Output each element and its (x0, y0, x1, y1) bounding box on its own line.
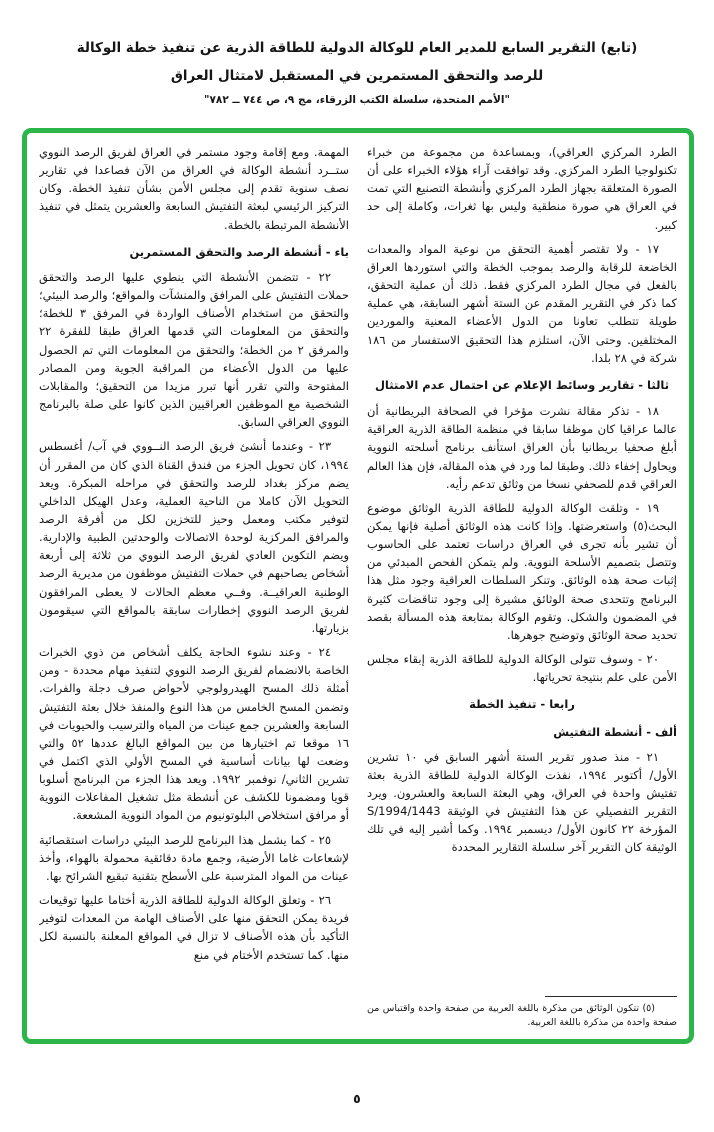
section-heading-fourth: رابعا - تنفيذ الخطة (469, 697, 575, 712)
column-right (367, 143, 677, 1031)
document-header (30, 38, 684, 106)
footnote-marker: (٥) (642, 1002, 655, 1014)
page-number: ٥ (353, 1091, 361, 1106)
column-left (39, 143, 349, 1031)
paragraph-24: ٢٤ - وعند نشوء الحاجة يكلف أشخاص من ذوي الخبرات الخاصة بالانضمام لفريق الرصد النووي لتنفيذ مهام محددة - ومن أمثلة ذلك المسح الهيدرولوجي لأحواض صرف دجلة والفرات. وتضمن المسح الخامس من هذا النوع والمنفذ خلال بعثة التفتيش السابعة والعشرين جمع عينات من المياه والترسيب والحيويات في ١٦ موقعا تم اختيارها من بين المواقع البالغ عددها ٥٢ والتي وضعت لها بيانات أساسية في المسح الأولي الذي اكتمل في تشرين الثاني/ نوفمبر ١٩٩٢. ويعد هذا الجزء من البرنامج أسلوبا قويا ومضمونا للكشف عن أنشطة مثل تشغيل المفاعلات النووية أو مرافق استخلاص البلوتونيوم من المواد النووية المشععة. (39, 645, 349, 823)
paragraph-continuation: الطرد المركزي العراقي)، وبمساعدة من مجموعة من خبراء تكنولوجيا الطرد المركزي. وقد توافقت آراء هؤلاء الخبراء على أن الصورة المتعلقة بجهاز الطرد المركزي وأنشطة التصنيع التي تمت في العراق هي صورة منطقية وليس بها ثغرات، وكاملة إلى حد كبير. (367, 145, 677, 232)
subsection-heading-alif: ألف - أنشطة التفتيش (553, 724, 677, 739)
two-column-layout (39, 143, 677, 1031)
subsection-heading-ba: باء - أنشطة الرصد والتحقق المستمرين (129, 244, 349, 259)
document-title-line2: للرصد والتحقق المستمرين في المستقبل لامتثال العراق (170, 67, 544, 84)
paragraph-23: ٢٣ - وعندما أنشئ فريق الرصد النــووي في آب/ أغسطس ١٩٩٤، كان تحويل الجزء من فندق القناة الذي كان من المقرر أن يضم مركز بغداد للرصد والتحقق في مراحله المبكرة. ويعد التحويل الآن كاملا من الناحية العملية، وعدل الهيكل الداخلي لتوفير مكتب ومعمل وحيز للتخزين لكل من أفرقة الرصد والمرافق المركزية لوحدة الاتصالات والوحدتين الطبية والإدارية. ويضم التكوين العادي لفريق الرصد النووي من ثلاثة إلى أربعة أشخاص يصاحبهم في حملات التفتيش موظفون من مديرية الرصد الوطنية العراقيــة. وفــي معظم الحالات لا يعطى المرافقون لفريق الرصد النووي إخطارات سابقة بالمواقع التي سيقومون بزيارتها. (39, 439, 349, 635)
section-heading-third: ثالثا - تقارير وسائط الإعلام عن احتمال عدم الامتثال (374, 377, 670, 392)
paragraph-22: ٢٢ - تتضمن الأنشطة التي ينطوي عليها الرصد والتحقق حملات التفتيش على المرافق والمنشآت والمواقع؛ والرصد البيئي؛ والتحقق من استخدام الأصناف الواردة في المرفق ٣ للخطة؛ والتحقق من المعلومات التي قدمها العراق طبقا للفقرة ٢٢ والمرفق ٢ من الخطة؛ والتحقق من المعلومات التي تم الحصول عليها من الدول الأعضاء من المراقبة الجوية ومن المصادر المفتوحة والتي تقرر أنها تبرر مزيدا من التحقيق؛ والمقابلات الشخصية مع الموظفين العراقيين الذين كانوا على صلة بالبرنامج النووي العراقي السابق. (39, 269, 349, 430)
footnote-text (367, 1002, 677, 1031)
footnote (367, 990, 677, 1031)
paragraph-25: ٢٥ - كما يشمل هذا البرنامج للرصد البيئي دراسات استقصائية لإشعاعات غاما الأرضية، وجمع مادة دقائقية محمولة بالهواء، وأخذ عينات من المواد المترسبة على الأسطح بتقنية تبقيع الشرائح بها. (39, 832, 349, 883)
paragraph-26: ٢٦ - وتعلق الوكالة الدولية للطاقة الذرية أختاما عليها توقيعات فريدة يمكن التحقق منها على الأصناف الهامة من المعدات لتوفير التأكيد بأن هذه الأصناف لا تزال في المواقع المعلنة بالنسبة لكل منها. كما تستخدم الأختام في منع (39, 893, 349, 962)
paragraph-19: ١٩ - وتلقت الوكالة الدولية للطاقة الذرية الوثائق موضوع البحث(٥) واستعرضتها. وإذا كانت هذه الوثائق أصلية فإنها يمكن أن تشير بأنه تجرى في العراق دراسات تعتمد على الحاسوب وتتصل بتصميم الأسلحة النووية. ولم يتمكن الفحص المبدئي من إثبات صحة هذه الوثائق. وتنكر السلطات العراقية وجود مثل هذا البرنامج وتتحدى صحة الوثائق مشيرة إلى وجود تناقضات كثيرة في المضمون والشكل. وتقوم الوكالة بمتابعة هذه المسألة بقصد تحديد صحة الوثائق وتوضيح جوهرها. (367, 500, 677, 642)
footnote-body: تتكون الوثائق من مذكرة باللغة العربية من صفحة واحدة واقتباس من صفحة واحدة من مذكرة باللغة العربية. (367, 1002, 677, 1029)
column-right-content (367, 143, 677, 863)
paragraph-17: ١٧ - ولا تقتصر أهمية التحقق من نوعية المواد والمعدات الخاضعة للرقابة والرصد بموجب الخطة والتي استوردها العراق بالفعل في مجال الطرد المركزي فقط. ذلك أن عملية التحقق، كما ذكر في التقرير المقدم عن الستة أشهر السابقة، هي عملية طويلة تتطلب تعاونا من الدول الأعضاء المعنية والموردين المختلفين. وحتى الآن، استلزم هذا التحقيق الاستفسار من ١٨٦ شركة في ٢٨ بلدا. (367, 241, 677, 365)
content-frame (22, 128, 694, 1044)
column-left-content (39, 143, 349, 970)
paragraph-20: ٢٠ - وسوف تتولى الوكالة الدولية للطاقة الذرية إبقاء مجلس الأمن على علم بنتيجة تحرياتها. (367, 652, 677, 685)
paragraph-21: ٢١ - منذ صدور تقرير الستة أشهر السابق في ١٠ تشرين الأول/ أكتوبر ١٩٩٤، نفذت الوكالة الدولية للطاقة الذرية بعثة تفتيش واحدة في العراق، وهي البعثة السابعة والعشرون. ويرد التقرير التفصيلي عن هذا التفتيش في الوثيقة S/1994/1443 المؤرخة ٢٢ كانون الأول/ ديسمبر ١٩٩٤. وكما أشير إليه في تلك الوثيقة كان التقرير آخر سلسلة التقارير المحددة (367, 749, 677, 855)
paragraph-18: ١٨ - تذكر مقالة نشرت مؤخرا في الصحافة البريطانية أن عالما عراقيا كان موظفا سابقا في منظمة الطاقة الذرية العراقية أبلغ صحفيا بريطانيا بأن العراق استأنف برنامج أسلحته النووية ويحاول إخفاء ذلك. وطبقا لما ورد في هذه المقالة، فإن هذا العالم العراقي قدم للصحفي نسخا من وثائق تدعم رأيه. (367, 404, 677, 491)
footnote-divider (545, 996, 677, 997)
document-source-citation: "الأمم المتحدة، سلسلة الكتب الزرقاء، مج ٩، ص ٧٤٤ ــ ٧٨٢" (204, 93, 510, 106)
document-title-line1: (تابع) التقرير السابع للمدير العام للوكالة الدولية للطاقة الذرية عن تنفيذ خطة الوكالة (76, 40, 638, 56)
paragraph-continuation: المهمة. ومع إقامة وجود مستمر في العراق لفريق الرصد النووي ستــرد أنشطة الوكالة في العراق من الآن فصاعدا في تقارير نصف سنوية تقدم إلى مجلس الأمن بشأن تنفيذ الخطة. وكان التركيز الرئيسي لبعثة التفتيش السابعة والعشرين يتمثل في تنفيذ الأنشطة المرتبطة بالخطة. (39, 145, 349, 232)
